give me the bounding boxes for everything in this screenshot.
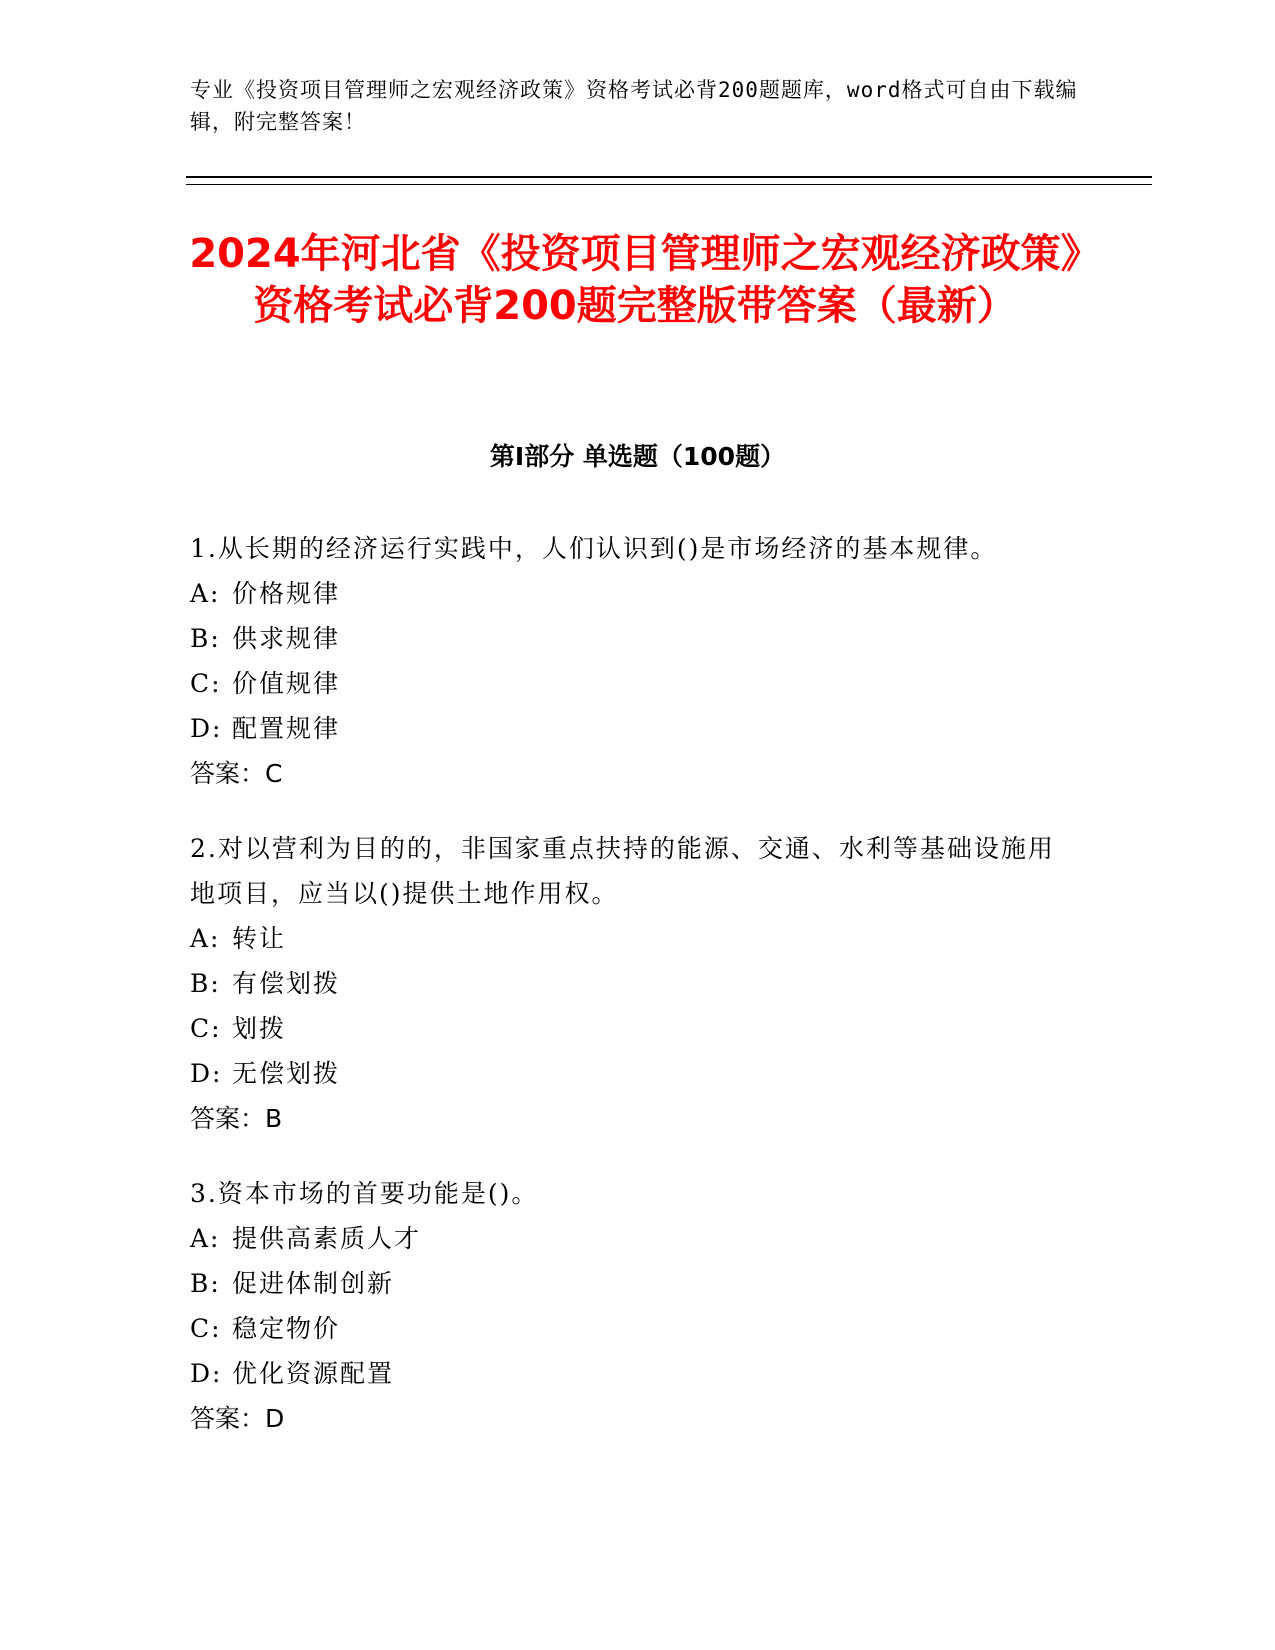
option-text: 无偿划拨 [232, 1059, 341, 1088]
option-label: B: [190, 624, 221, 653]
option-label: C: [190, 1014, 222, 1043]
option-b [190, 616, 1070, 661]
option-text: 价格规律 [232, 579, 341, 608]
option-a [190, 571, 1070, 616]
option-d [190, 1051, 1070, 1096]
question-list [190, 526, 1070, 1471]
option-text: 划拨 [232, 1014, 287, 1043]
option-label: B: [190, 969, 221, 998]
header-divider-thick [186, 176, 1152, 178]
option-b [190, 1261, 1070, 1306]
question-1 [190, 526, 1070, 796]
option-d [190, 706, 1070, 751]
option-text: 供求规律 [232, 624, 341, 653]
option-text: 优化资源配置 [232, 1359, 395, 1388]
question-3 [190, 1171, 1070, 1441]
option-text: 稳定物价 [232, 1314, 341, 1343]
option-label: C: [190, 669, 222, 698]
answer-line: 答案：C [190, 759, 283, 788]
option-text: 有偿划拨 [232, 969, 341, 998]
option-text: 促进体制创新 [232, 1269, 395, 1298]
option-c [190, 1006, 1070, 1051]
question-2 [190, 826, 1070, 1141]
option-label: D: [190, 1359, 223, 1388]
option-label: A: [190, 924, 221, 953]
question-stem: 2.对以营利为目的的，非国家重点扶持的能源、交通、水利等基础设施用地项目，应当以()提供土地作用权。 [190, 834, 1055, 908]
option-label: B: [190, 1269, 221, 1298]
option-d [190, 1351, 1070, 1396]
option-label: D: [190, 714, 223, 743]
option-label: A: [190, 579, 221, 608]
option-a [190, 916, 1070, 961]
option-a [190, 1216, 1070, 1261]
header-divider-thin [186, 184, 1152, 185]
document-title: 2024年河北省《投资项目管理师之宏观经济政策》资格考试必背200题完整版带答案（最新） [189, 231, 1081, 329]
option-b [190, 961, 1070, 1006]
option-label: C: [190, 1314, 222, 1343]
section-title: 第I部分 单选题（100题） [489, 442, 786, 471]
answer-line: 答案：D [190, 1404, 285, 1433]
option-text: 价值规律 [232, 669, 341, 698]
option-label: D: [190, 1059, 223, 1088]
option-c [190, 661, 1070, 706]
option-text: 配置规律 [232, 714, 341, 743]
option-text: 转让 [232, 924, 287, 953]
option-label: A: [190, 1224, 221, 1253]
option-text: 提供高素质人才 [232, 1224, 422, 1253]
question-stem: 3.资本市场的首要功能是()。 [190, 1179, 539, 1208]
answer-line: 答案：B [190, 1104, 283, 1133]
header-note: 专业《投资项目管理师之宏观经济政策》资格考试必背200题题库，word格式可自由下载编辑，附完整答案！ [190, 78, 1078, 134]
option-c [190, 1306, 1070, 1351]
question-stem: 1.从长期的经济运行实践中，人们认识到()是市场经济的基本规律。 [190, 534, 998, 563]
